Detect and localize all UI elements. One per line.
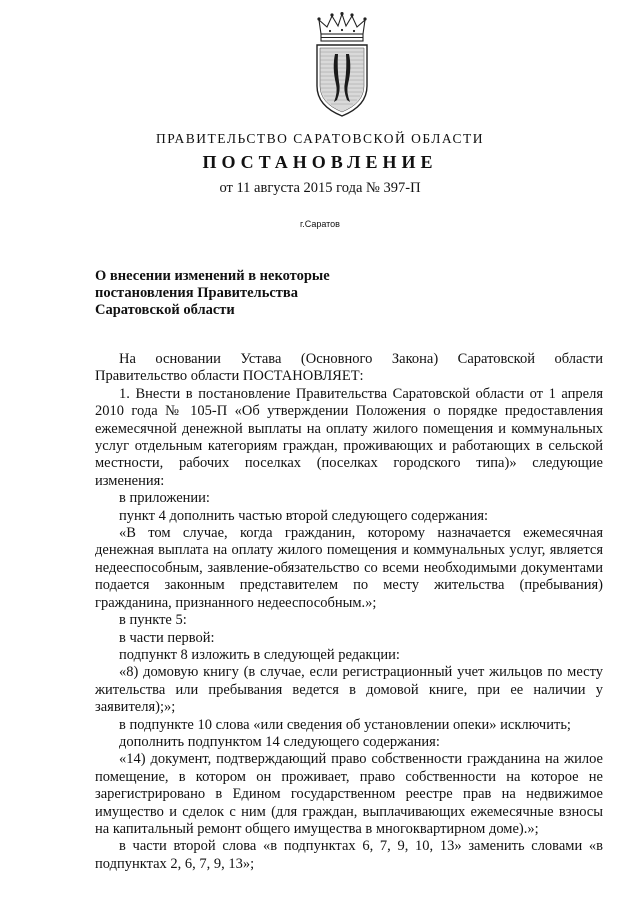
paragraph: в приложении: [119,490,210,507]
document-body [95,351,603,873]
title-line: Саратовской области [95,302,235,318]
paragraph-preamble: На основании Устава (Основного Закона) Саратовской области Правительство области ПОСТАНОВЛЯЕТ: [95,351,603,385]
saratov-coat-of-arms-icon [305,12,379,118]
paragraph: пункт 4 дополнить частью второй следующего содержания: [119,507,489,524]
paragraph: дополнить подпунктом 14 следующего содержания: [119,733,440,750]
document-date-number: от 11 августа 2015 года № 397-П [219,180,421,196]
title-line: О внесении изменений в некоторые [95,268,330,284]
paragraph: в пункте 5: [119,612,187,629]
document-type: ПОСТАНОВЛЕНИЕ [202,152,438,172]
document-title [95,268,395,319]
paragraph: 1. Внести в постановление Правительства Саратовской области от 1 апреля 2010 года № 105-П «Об утверждении Положения о порядке предоставления ежемесячной денежной выплаты на оплату жилого помещения и коммунальных услуг отдельным категориям граждан, проживающих и работающих в сельской местности, рабочих поселках (поселках городского типа)» следующие изменения: [95,385,603,489]
paragraph: «8) домовую книгу (в случае, если регистрационный учет жильцов по месту жительства или пребывания ведется в домовой книге, при ее наличии у заявителя);»; [95,664,603,716]
paragraph: «В том случае, когда гражданин, которому назначается ежемесячная денежная выплата на оплату жилого помещения и коммунальных услуг, является недееспособным, заявление-обязательство со всеми необходимыми документами подается законным представителем по месту жительства (пребывания) гражданина, признанного недееспособным.»; [95,525,603,611]
document-city: г.Саратов [300,219,340,229]
organization-name: ПРАВИТЕЛЬСТВО САРАТОВСКОЙ ОБЛАСТИ [156,131,484,146]
title-line: постановления Правительства [95,285,298,301]
paragraph: «14) документ, подтверждающий право собственности гражданина на жилое помещение, в котором он проживает, право собственности на которое не зарегистрировано в Едином государственном реестре прав на недвижимое имущество и сделок с ним (для граждан, выплачивающих ежемесячные взносы на капитальный ремонт общего имущества в многоквартирном доме).»; [95,751,603,837]
paragraph: в части первой: [119,629,215,646]
paragraph: в подпункте 10 слова «или сведения об установлении опеки» исключить; [119,716,571,733]
paragraph: подпункт 8 изложить в следующей редакции: [119,646,400,663]
paragraph: в части второй слова «в подпунктах 6, 7, 9, 10, 13» заменить словами «в подпунктах 2, 6, 7, 9, 13»; [95,838,603,872]
